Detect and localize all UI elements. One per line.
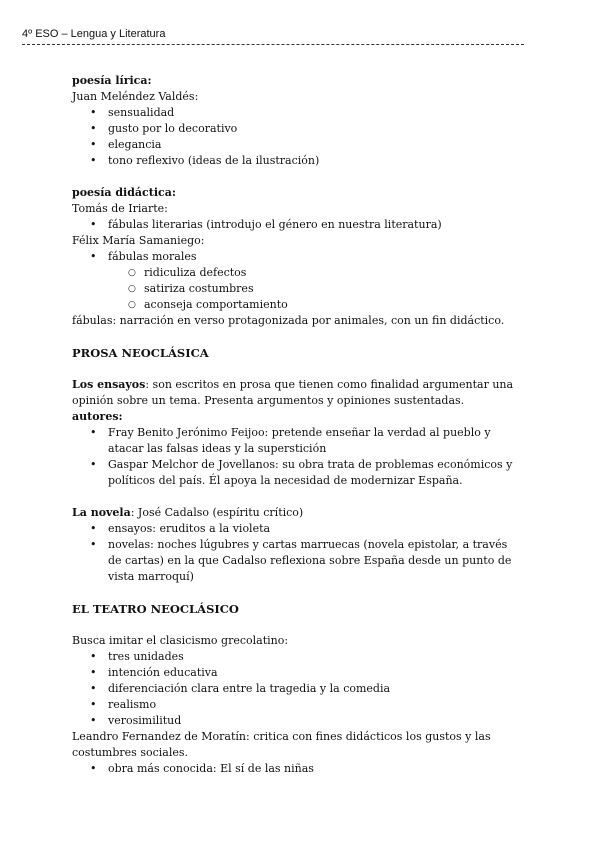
autores-label: autores: [72,410,123,423]
moratin-list [72,761,522,777]
list-item: • elegancia [72,137,522,153]
ensayos-paragraph [72,377,522,409]
ensayos-text: : son escritos en prosa que tienen como finalidad argumentar una opinión sobre un tema. Presenta argumentos y opiniones sustentadas. [72,378,514,407]
novela-label: La novela [72,506,131,519]
didactica-author-samaniego: Félix María Samaniego: [72,234,205,247]
sub-list-item: ○ aconseja comportamiento [72,297,522,313]
sub-list-item: ○ satiriza costumbres [72,281,522,297]
list-item: • verosimilitud [72,713,522,729]
teatro-heading: EL TEATRO NEOCLÁSICO [72,602,239,616]
page-header: 4º ESO – Lengua y Literatura [22,28,166,40]
teatro-intro: Busca imitar el clasicismo grecolatino: [72,634,289,647]
list-item: • gusto por lo decorativo [72,121,522,137]
list-item: • novelas: noches lúgubres y cartas marruecas (novela epistolar, a través de cartas) en la que Cadalso reflexiona sobre España desde un punto de vista marroquí) [72,537,522,585]
fabulas-definition: fábulas: narración en verso protagonizada por animales, con un fin didáctico. [72,314,505,327]
list-item: • tres unidades [72,649,522,665]
prosa-heading: PROSA NEOCLÁSICA [72,346,209,360]
lirica-list [72,105,522,169]
samaniego-sublist [72,265,522,313]
document-body [72,73,522,777]
list-item: • Fray Benito Jerónimo Feijoo: pretende enseñar la verdad al pueblo y atacar las falsas ideas y la superstición [72,425,522,457]
header-divider [22,44,524,45]
list-item: • realismo [72,697,522,713]
autores-list [72,425,522,489]
teatro-list [72,649,522,729]
samaniego-list [72,249,522,265]
ensayos-label: Los ensayos [72,378,146,391]
lirica-heading: poesía lírica: [72,74,152,87]
list-item: • fábulas literarias (introdujo el género en nuestra literatura) [72,217,522,233]
moratin-paragraph: Leandro Fernandez de Moratín: critica con fines didácticos los gustos y las costumbres sociales. [72,730,491,759]
novela-paragraph [72,505,522,521]
didactica-heading: poesía didáctica: [72,186,176,199]
list-item: • intención educativa [72,665,522,681]
didactica-author-iriarte: Tomás de Iriarte: [72,202,168,215]
novela-text: : José Cadalso (espíritu crítico) [130,506,304,519]
list-item: • fábulas morales [72,249,522,265]
list-item: • tono reflexivo (ideas de la ilustración) [72,153,522,169]
list-item: • obra más conocida: El sí de las niñas [72,761,522,777]
novela-list [72,521,522,585]
list-item: • ensayos: eruditos a la violeta [72,521,522,537]
iriarte-list [72,217,522,233]
lirica-author: Juan Meléndez Valdés: [72,90,199,103]
list-item: • sensualidad [72,105,522,121]
sub-list-item: ○ ridiculiza defectos [72,265,522,281]
list-item: • diferenciación clara entre la tragedia y la comedia [72,681,522,697]
list-item: • Gaspar Melchor de Jovellanos: su obra trata de problemas económicos y políticos del país. Él apoya la necesidad de modernizar España. [72,457,522,489]
